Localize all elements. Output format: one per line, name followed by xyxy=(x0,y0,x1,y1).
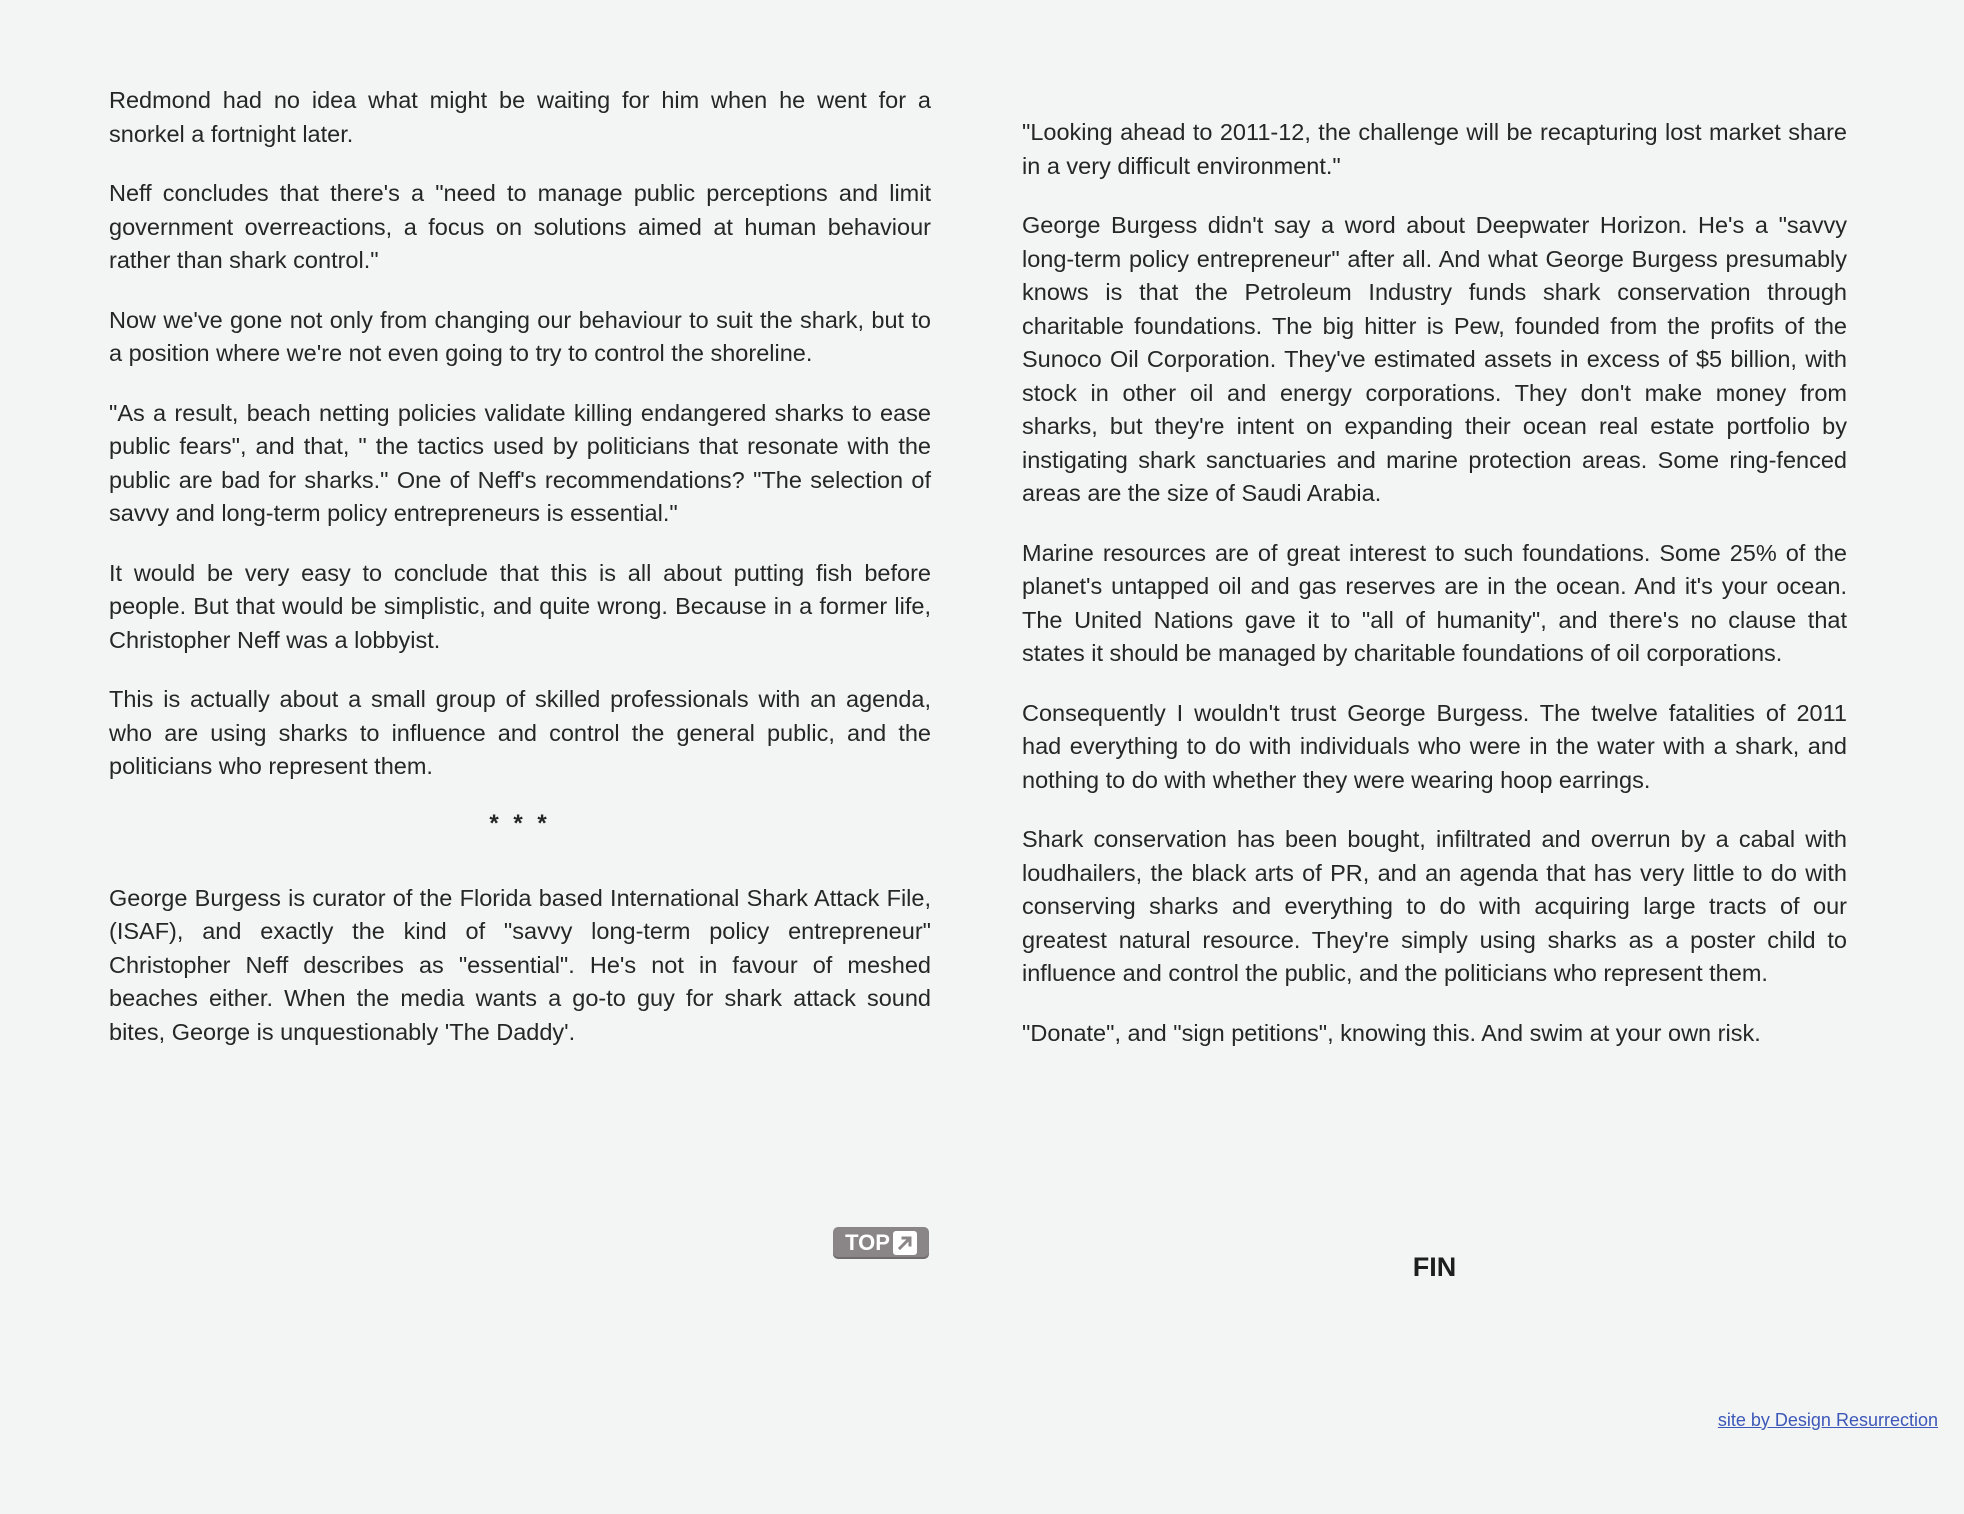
paragraph: "Looking ahead to 2011-12, the challenge will be recapturing lost market share in a very difficult environment." xyxy=(1022,119,1847,179)
paragraph: It would be very easy to conclude that this is all about putting fish before people. But that would be simplistic, and quite wrong. Because in a former life, Christopher Neff was a lobbyist. xyxy=(109,559,931,653)
paragraph: Now we've gone not only from changing our behaviour to suit the shark, but to a position where we're not even going to try to control the shoreline. xyxy=(109,306,931,366)
arrow-up-right-icon xyxy=(893,1231,917,1255)
paragraph: "Donate", and "sign petitions", knowing this. And swim at your own risk. xyxy=(1022,1019,1761,1046)
paragraph: Redmond had no idea what might be waiting for him when he went for a snorkel a fortnight later. xyxy=(109,87,931,147)
paragraph: George Burgess didn't say a word about Deepwater Horizon. He's a "savvy long-term policy entrepreneur" after all. And what George Burgess presumably knows is that the Petroleum Industry funds shark conservation through charitable foundations. The big hitter is Pew, founded from the profits of the Sunoco Oil Corporation. They've estimated assets in excess of $5 billion, with stock in other oil and energy corporations. They don't make money from sharks, but they're intent on expanding their ocean real estate portfolio by instigating shark sanctuaries and marine protection areas. Some ring-fenced areas are the size of Saudi Arabia. xyxy=(1022,212,1847,506)
fin-heading: FIN xyxy=(1412,1252,1457,1282)
site-credit-link[interactable]: site by Design Resurrection xyxy=(1717,1410,1938,1430)
paragraph: "As a result, beach netting policies validate killing endangered sharks to ease public fears", and that, " the tactics used by politicians that resonate with the public are bad for sharks." One of Neff's recommendations? "The selection of savvy and long-term policy entrepreneurs is essential." xyxy=(109,399,931,526)
back-to-top-button[interactable] xyxy=(833,1227,929,1259)
paragraph: Shark conservation has been bought, infiltrated and overrun by a cabal with loudhailers, the black arts of PR, and an agenda that has very little to do with conserving sharks and everything to do with acquiring large tracts of our greatest natural resource. They're simply using sharks as a poster child to influence and control the public, and the politicians who represent them. xyxy=(1022,826,1847,986)
paragraph: Consequently I wouldn't trust George Burgess. The twelve fatalities of 2011 had everything to do with individuals who were in the water with a shark, and nothing to do with whether they were wearing hoop earrings. xyxy=(1022,699,1847,793)
paragraph: Marine resources are of great interest to such foundations. Some 25% of the planet's untapped oil and gas reserves are in the ocean. And it's your ocean. The United Nations gave it to "all of humanity", and there's no clause that states it should be managed by charitable foundations of oil corporations. xyxy=(1022,539,1847,666)
left-column xyxy=(109,84,931,1075)
right-column xyxy=(1022,116,1847,1076)
paragraph: Neff concludes that there's a "need to manage public perceptions and limit government overreactions, a focus on solutions aimed at human behaviour rather than shark control." xyxy=(109,180,931,273)
paragraph: George Burgess is curator of the Florida based International Shark Attack File, (ISAF), and exactly the kind of "savvy long-term policy entrepreneur" Christopher Neff describes as "essential". He's not in favour of meshed beaches either. When the media wants a go-to guy for shark attack sound bites, George is unquestionably 'The Daddy'. xyxy=(109,884,931,1045)
top-button-label: TOP xyxy=(845,1230,890,1255)
paragraph: This is actually about a small group of skilled professionals with an agenda, who are using sharks to influence and control the general public, and the politicians who represent them. xyxy=(109,686,931,779)
section-separator: * * * xyxy=(489,809,551,837)
